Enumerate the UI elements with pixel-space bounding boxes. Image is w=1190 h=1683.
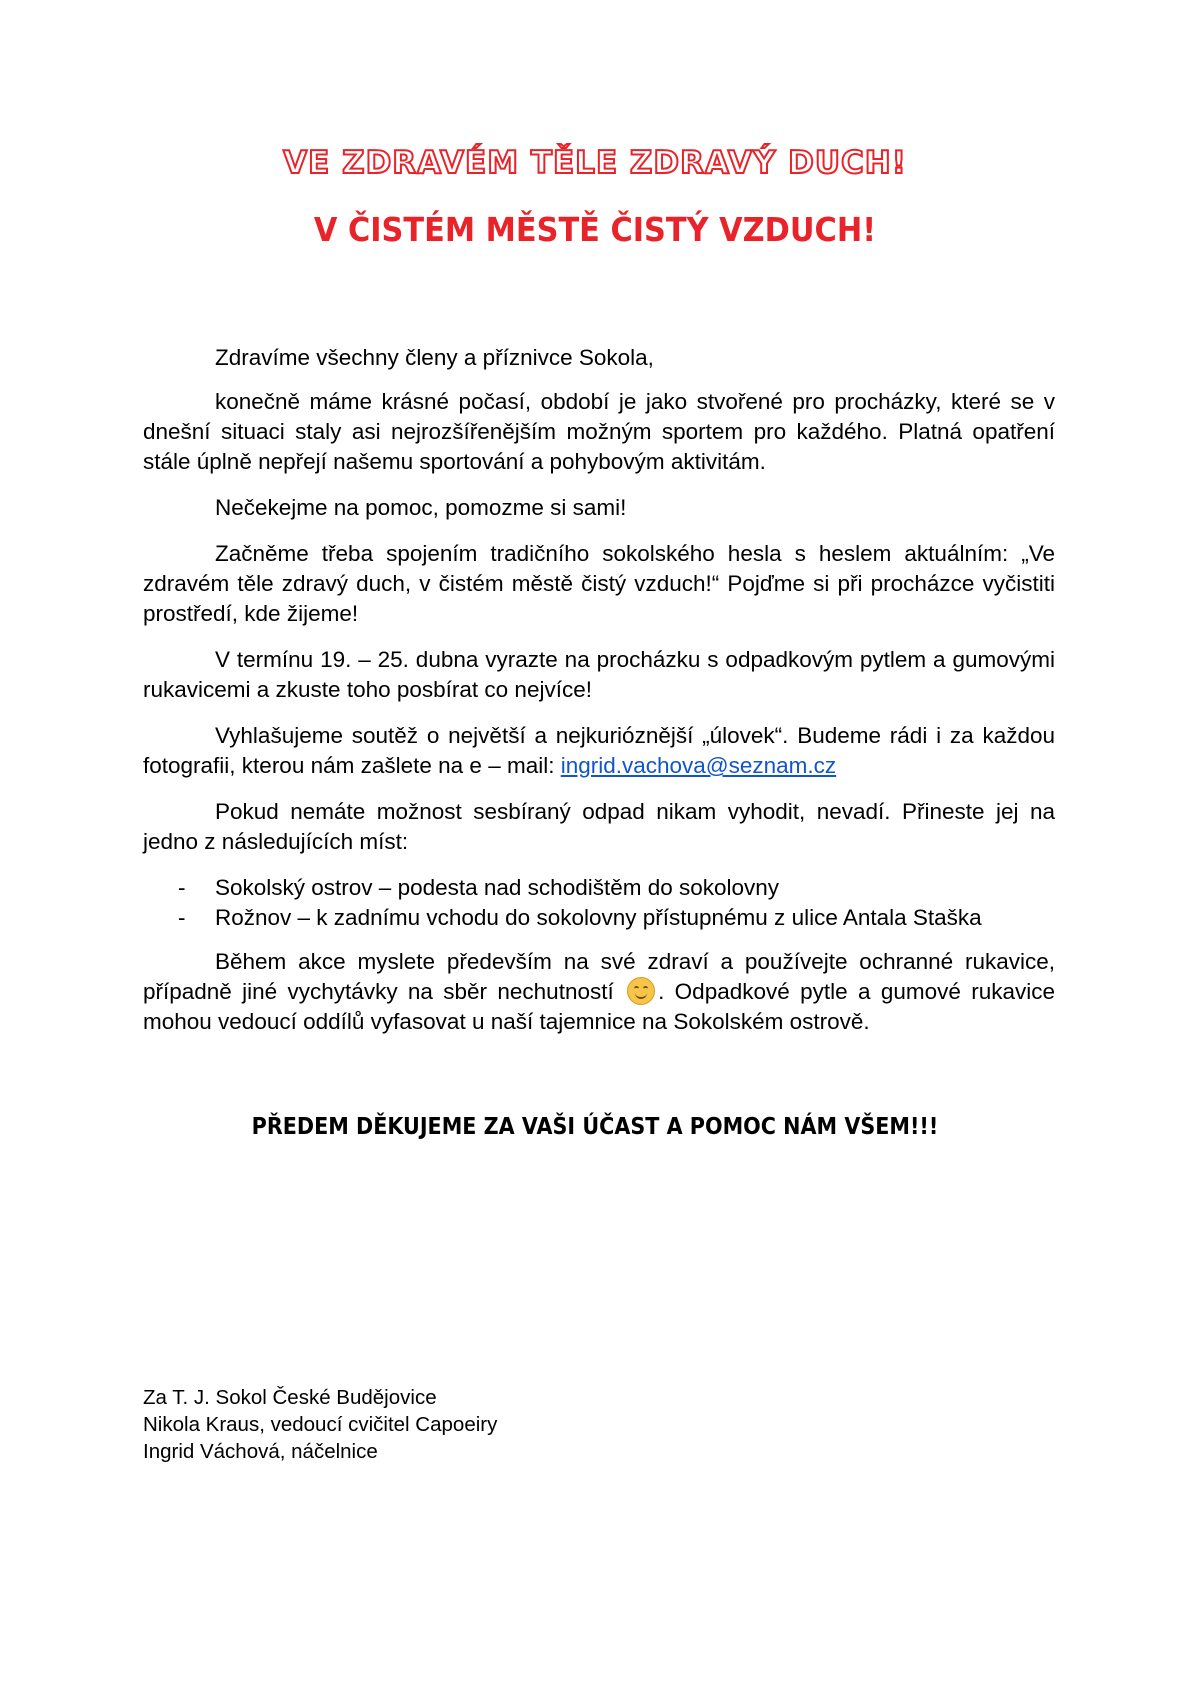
paragraph-contest — [143, 721, 1055, 781]
title-line-1: VE ZDRAVÉM TĚLE ZDRAVÝ DUCH! — [283, 145, 907, 181]
paragraph-safety — [143, 947, 1055, 1037]
paragraph-motto: Začněme třeba spojením tradičního sokolského hesla s heslem aktuálním: „Ve zdravém těle zdravý duch, v čistém městě čistý vzduch!“ Pojďme si při procházce vyčistiti prostředí, kde žijeme! — [143, 541, 1055, 626]
paragraph-dates: V termínu 19. – 25. dubna vyrazte na procházku s odpadkovým pytlem a gumovými rukavicemi a zkuste toho posbírat co nejvíce! — [143, 647, 1055, 702]
letter-body — [143, 343, 1055, 1053]
list-bullet: - — [178, 875, 186, 900]
signature-line: Nikola Kraus, vedoucí cvičitel Capoeiry — [143, 1413, 498, 1436]
smiley-icon — [627, 977, 655, 1005]
list-bullet: - — [178, 905, 186, 930]
list-item — [143, 873, 1055, 903]
greeting: Zdravíme všechny členy a příznivce Sokola, — [215, 345, 654, 370]
list-item — [143, 903, 1055, 933]
contest-text: Vyhlašujeme soutěž o největší a nejkurióznější „úlovek“. Budeme rádi i za každou fotografii, kterou nám zašlete na e – mail: — [143, 723, 1055, 778]
signature-block — [143, 1384, 497, 1465]
list-item-text: Rožnov – k zadnímu vchodu do sokolovny přístupnému z ulice Antala Staška — [215, 905, 982, 930]
paragraph-dropoff: Pokud nemáte možnost sesbíraný odpad nikam vyhodit, nevadí. Přineste jej na jedno z následujících míst: — [143, 799, 1055, 854]
thanks-heading: PŘEDEM DĚKUJEME ZA VAŠI ÚČAST A POMOC NÁM VŠEM!!! — [251, 1114, 939, 1140]
title-line-2: V ČISTÉM MĚSTĚ ČISTÝ VZDUCH! — [313, 210, 877, 249]
list-item-text: Sokolský ostrov – podesta nad schodištěm do sokolovny — [215, 875, 780, 900]
signature-line: Za T. J. Sokol České Budějovice — [143, 1386, 437, 1409]
signature-line: Ingrid Váchová, náčelnice — [143, 1440, 378, 1463]
safety-text-before: Během akce myslete především na své zdraví a používejte ochranné rukavice, případně jiné vychytávky na sběr nechutností — [143, 949, 1055, 1004]
paragraph-help: Nečekejme na pomoc, pomozme si sami! — [215, 495, 627, 520]
safety-text-after: . Odpadkové pytle a gumové rukavice mohou vedoucí oddílů vyfasovat u naší tajemnice na Sokolském ostrově. — [143, 979, 1055, 1034]
email-link[interactable]: ingrid.vachova@seznam.cz — [560, 753, 837, 778]
paragraph-weather: konečně máme krásné počasí, období je jako stvořené pro procházky, které se v dnešní situaci staly asi nejrozšířenějším možným sportem pro každého. Platná opatření stále úplně nepřejí našemu sportování a pohybovým aktivitám. — [143, 389, 1055, 474]
places-list — [143, 873, 1055, 933]
